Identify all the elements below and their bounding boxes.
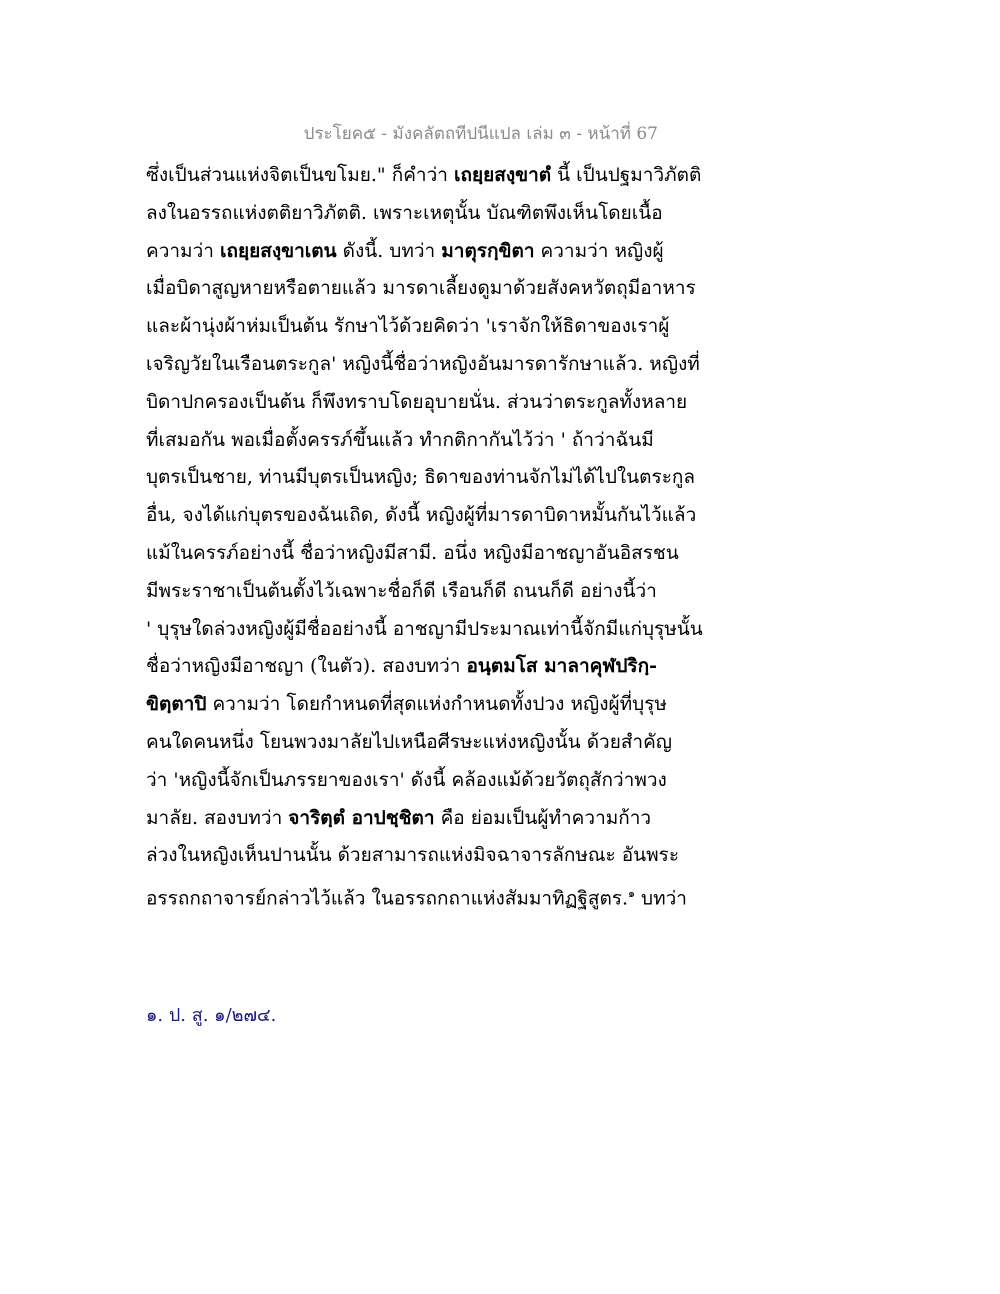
text-line	[146, 686, 706, 724]
text-segment: คนใดคนหนึ่ง โยนพวงมาลัยไปเหนือศีรษะแห่งหญิงนั้น ด้วยสำคัญ	[146, 730, 672, 753]
text-segment: บิดาปกครองเป็นต้น ก็พึงทราบโดยอุบายนั่น. ส่วนว่าตระกูลทั้งหลาย	[146, 390, 688, 413]
text-line	[146, 459, 706, 497]
text-segment: บทว่า	[635, 887, 687, 910]
text-line	[146, 346, 706, 384]
bold-term: อนฺตมโส มาลาคุฬปริกฺ-	[466, 655, 658, 678]
footnote: ๑. ป. สู. ๑/๒๗๔.	[146, 1005, 277, 1026]
text-line	[146, 611, 706, 649]
text-line	[146, 157, 706, 195]
bold-term: จาริตฺตํ อาปชฺชิตา	[288, 806, 435, 829]
text-segment: ว่า 'หญิงนี้จักเป็นภรรยาของเรา' ดังนี้ คล้องแม้ด้วยวัตถุสักว่าพวง	[146, 768, 667, 791]
text-line	[146, 648, 706, 686]
text-line	[146, 762, 706, 800]
bold-term: เถยฺยสงฺขาเตน	[219, 239, 337, 262]
bold-term: เถยฺยสงฺขาตํ	[453, 164, 552, 186]
text-segment: คือ ย่อมเป็นผู้ทำความก้าว	[434, 806, 652, 829]
text-line	[146, 384, 706, 422]
text-line	[146, 724, 706, 762]
text-segment: ล่วงในหญิงเห็นปานนั้น ด้วยสามารถแห่งมิจฉาจารลักษณะ อันพระ	[146, 844, 680, 867]
text-line	[146, 837, 706, 875]
text-segment: ซึ่งเป็นส่วนแห่งจิตเป็นขโมย." ก็คำว่า	[146, 164, 454, 186]
text-segment: ลงในอรรถแห่งตติยาวิภัตติ. เพราะเหตุนั้น บัณฑิตพึงเห็นโดยเนื้อ	[146, 201, 663, 224]
text-segment: ความว่า	[146, 239, 220, 262]
text-line	[146, 422, 706, 460]
text-line	[146, 875, 706, 913]
text-segment: ดังนี้. บทว่า	[336, 239, 442, 262]
text-segment: ความว่า หญิงผู้	[534, 239, 664, 262]
text-segment: อื่น, จงได้แก่บุตรของฉันเถิด, ดังนี้ หญิงผู้ที่มารดาบิดาหมั้นกันไว้แล้ว	[146, 504, 697, 527]
text-line	[146, 535, 706, 573]
text-segment: ' บุรุษใดล่วงหญิงผู้มีชื่ออย่างนี้ อาชญามีประมาณเท่านี้จักมีแก่บุรุษนั้น	[146, 617, 703, 640]
text-segment: มาลัย. สองบทว่า	[146, 806, 289, 829]
text-line	[146, 270, 706, 308]
footnote-marker: ๑	[628, 887, 636, 901]
running-header: ประโยค๕ - มังคลัตถทีปนีแปล เล่ม ๓ - หน้าที่ 67	[303, 124, 658, 144]
text-line	[146, 573, 706, 611]
text-segment: นี้ เป็นปฐมาวิภัตติ	[551, 164, 702, 186]
text-segment: และผ้านุ่งผ้าห่มเป็นต้น รักษาไว้ด้วยคิดว่า 'เราจักให้ธิดาของเราผู้	[146, 315, 670, 338]
text-line	[146, 497, 706, 535]
bold-term: ขิตฺตาปิ	[146, 693, 207, 716]
text-segment: แม้ในครรภ์อย่างนี้ ชื่อว่าหญิงมีสามี. อนึ่ง หญิงมีอาชญาอันอิสรชน	[146, 541, 679, 564]
text-line	[146, 195, 706, 233]
text-segment: อรรถกถาจารย์กล่าวไว้แล้ว ในอรรถกถาแห่งสัมมาทิฏฐิสูตร.	[146, 887, 629, 910]
text-segment: เจริญวัยในเรือนตระกูล' หญิงนี้ชื่อว่าหญิงอันมารดารักษาแล้ว. หญิงที่	[146, 352, 700, 375]
text-segment: ชื่อว่าหญิงมีอาชญา (ในตัว). สองบทว่า	[146, 655, 467, 678]
text-line	[146, 233, 706, 271]
text-segment: มีพระราชาเป็นต้นตั้งไว้เฉพาะชื่อก็ดี เรือนก็ดี ถนนก็ดี อย่างนี้ว่า	[146, 579, 657, 602]
text-segment: บุตรเป็นชาย, ท่านมีบุตรเป็นหญิง; ธิดาของท่านจักไม่ได้ไปในตระกูล	[146, 466, 696, 489]
text-line	[146, 308, 706, 346]
text-segment: ที่เสมอกัน พอเมื่อตั้งครรภ์ขึ้นแล้ว ทำกติกากันไว้ว่า ' ถ้าว่าฉันมี	[146, 428, 654, 451]
text-segment: ความว่า โดยกำหนดที่สุดแห่งกำหนดทั้งปวง หญิงผู้ที่บุรุษ	[206, 693, 667, 716]
bold-term: มาตุรกฺขิตา	[441, 239, 535, 262]
text-line	[146, 800, 706, 838]
text-segment: เมื่อบิดาสูญหายหรือตายแล้ว มารดาเลี้ยงดูมาด้วยสังคหวัตถุมีอาหาร	[146, 277, 696, 300]
body-text	[146, 157, 706, 913]
